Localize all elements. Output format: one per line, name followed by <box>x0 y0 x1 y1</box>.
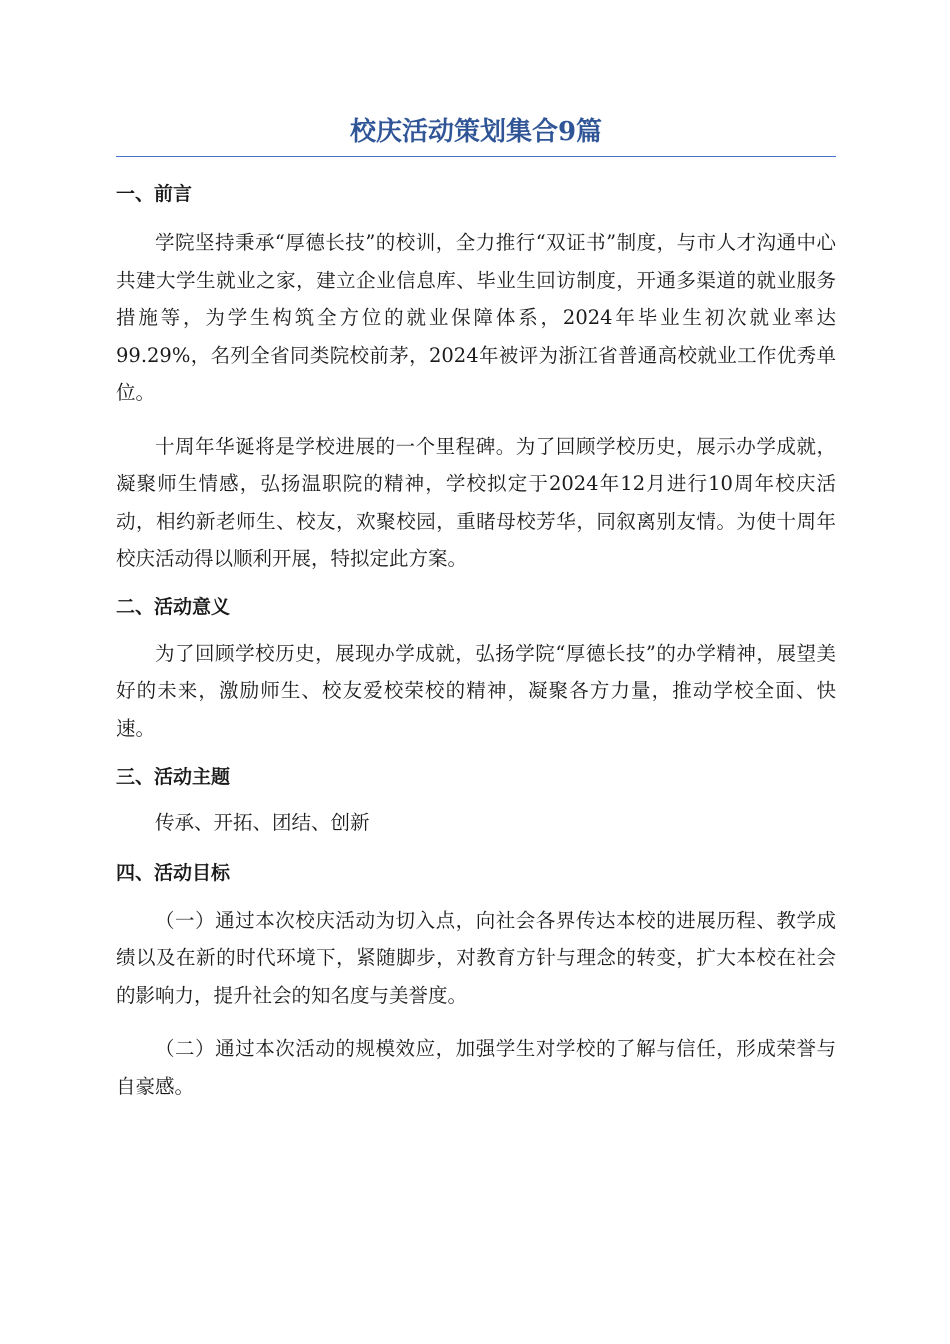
paragraph-goal-1: （一）通过本次校庆活动为切入点，向社会各界传达本校的进展历程、教学成绩以及在新的时代环境下，紧随脚步，对教育方针与理念的转变，扩大本校在社会的影响力，提升社会的知名度与美誉度。 <box>116 908 836 1007</box>
section-heading-theme: 三、活动主题 <box>116 766 231 788</box>
paragraph-goal-2: （二）通过本次活动的规模效应，加强学生对学校的了解与信任，形成荣誉与自豪感。 <box>116 1037 836 1098</box>
section-heading-preface: 一、前言 <box>116 183 193 205</box>
paragraph-preface-2: 十周年华诞将是学校进展的一个里程碑。为了回顾学校历史，展示办学成就，凝聚师生情感，弘扬温职院的精神，学校拟定于2024年12月进行10周年校庆活动，相约新老师生、校友，欢聚校园，重睹母校芳华，同叙离别友情。为使十周年校庆活动得以顺利开展，特拟定此方案。 <box>116 434 836 570</box>
document-page <box>116 112 836 1105</box>
section-heading-significance: 二、活动意义 <box>116 595 231 618</box>
document-title: 校庆活动策划集合9篇 <box>116 112 836 157</box>
section-heading-goals: 四、活动目标 <box>116 861 231 884</box>
paragraph-theme: 传承、开拓、团结、创新 <box>155 811 370 834</box>
paragraph-preface-1: 学院坚持秉承“厚德长技”的校训，全力推行“双证书”制度，与市人才沟通中心共建大学生就业之家，建立企业信息库、毕业生回访制度，开通多渠道的就业服务措施等，为学生构筑全方位的就业保障体系，2024年毕业生初次就业率达99.29%，名列全省同类院校前茅，2024年被评为浙江省普通高校就业工作优秀单位。 <box>116 231 836 404</box>
paragraph-significance: 为了回顾学校历史，展现办学成就，弘扬学院“厚德长技”的办学精神，展望美好的未来，激励师生、校友爱校荣校的精神，凝聚各方力量，推动学校全面、快速。 <box>116 641 836 740</box>
